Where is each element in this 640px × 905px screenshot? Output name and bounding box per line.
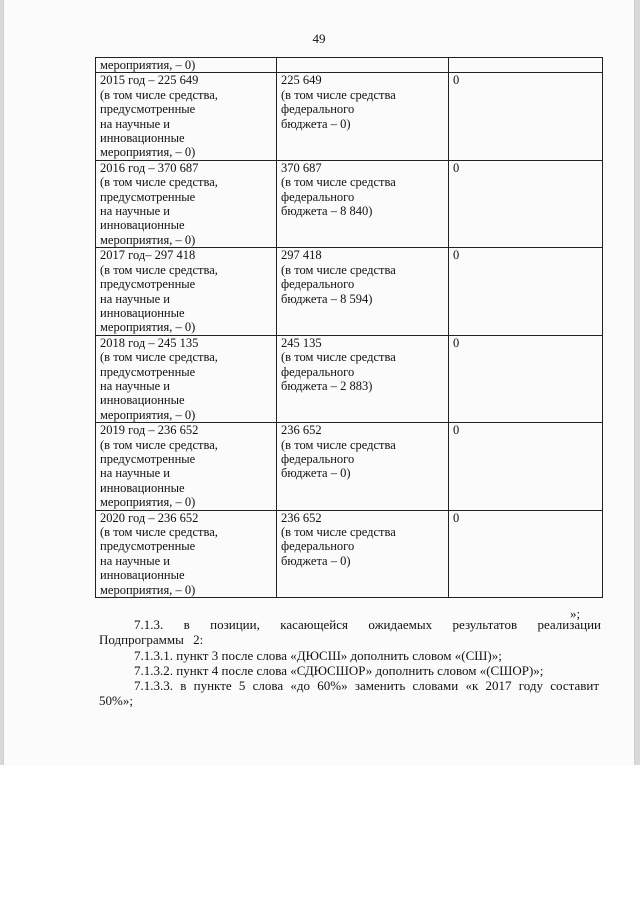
- closing-quote: »;: [570, 606, 581, 621]
- table-cell-other: 0: [449, 160, 603, 247]
- table-cell-total: 2015 год – 225 649 (в том числе средства, предусмотренные на научные и инновационные мероприятия, – 0): [96, 73, 277, 160]
- table-row: [96, 335, 603, 422]
- table-cell-regional: 236 652 (в том числе средства федерального бюджета – 0): [277, 510, 449, 597]
- table-cell-regional: 370 687 (в том числе средства федерального бюджета – 8 840): [277, 160, 449, 247]
- table-row: [96, 423, 603, 510]
- table-cell-regional: 236 652 (в том числе средства федерального бюджета – 0): [277, 423, 449, 510]
- paragraph-7-1-3-2: 7.1.3.2. пункт 4 после слова «СДЮСШОР» дополнить словом «(СШОР)»;: [134, 663, 544, 678]
- blank-area: [0, 765, 640, 905]
- funding-table: [95, 57, 603, 598]
- page-number: 49: [312, 31, 326, 46]
- paragraph-7-1-3: 7.1.3. в позиции, касающейся ожидаемых результатов реализации Подпрограммы 2:: [99, 617, 601, 647]
- table-cell-other: 0: [449, 335, 603, 422]
- table-cell-other: 0: [449, 248, 603, 335]
- table-cell: мероприятия, – 0): [96, 58, 277, 73]
- paragraph-7-1-3-1: 7.1.3.1. пункт 3 после слова «ДЮСШ» дополнить словом «(СШ)»;: [134, 648, 502, 663]
- table-cell: [449, 58, 603, 73]
- table-row: [96, 510, 603, 597]
- table-cell-other: 0: [449, 423, 603, 510]
- table-cell-other: 0: [449, 510, 603, 597]
- table-cell-regional: 225 649 (в том числе средства федерального бюджета – 0): [277, 73, 449, 160]
- table-row: [96, 160, 603, 247]
- table-cell-total: 2018 год – 245 135 (в том числе средства, предусмотренные на научные и инновационные мероприятия, – 0): [96, 335, 277, 422]
- paragraph-7-1-3-3: 7.1.3.3. в пункте 5 слова «до 60%» заменить словами «к 2017 году составит 50%»;: [99, 678, 600, 708]
- document-page: [4, 0, 634, 765]
- table-cell-regional: 297 418 (в том числе средства федерального бюджета – 8 594): [277, 248, 449, 335]
- table-cell-other: 0: [449, 73, 603, 160]
- table-cell: [277, 58, 449, 73]
- table-cell-regional: 245 135 (в том числе средства федерального бюджета – 2 883): [277, 335, 449, 422]
- table-cell-total: 2017 год– 297 418 (в том числе средства, предусмотренные на научные и инновационные мероприятия, – 0): [96, 248, 277, 335]
- table-row: [96, 58, 603, 73]
- table-row: [96, 248, 603, 335]
- table-cell-total: 2016 год – 370 687 (в том числе средства, предусмотренные на научные и инновационные мероприятия, – 0): [96, 160, 277, 247]
- table-row: [96, 73, 603, 160]
- table-cell-total: 2019 год – 236 652 (в том числе средства, предусмотренные на научные и инновационные мероприятия, – 0): [96, 423, 277, 510]
- table-cell-total: 2020 год – 236 652 (в том числе средства, предусмотренные на научные и инновационные мероприятия, – 0): [96, 510, 277, 597]
